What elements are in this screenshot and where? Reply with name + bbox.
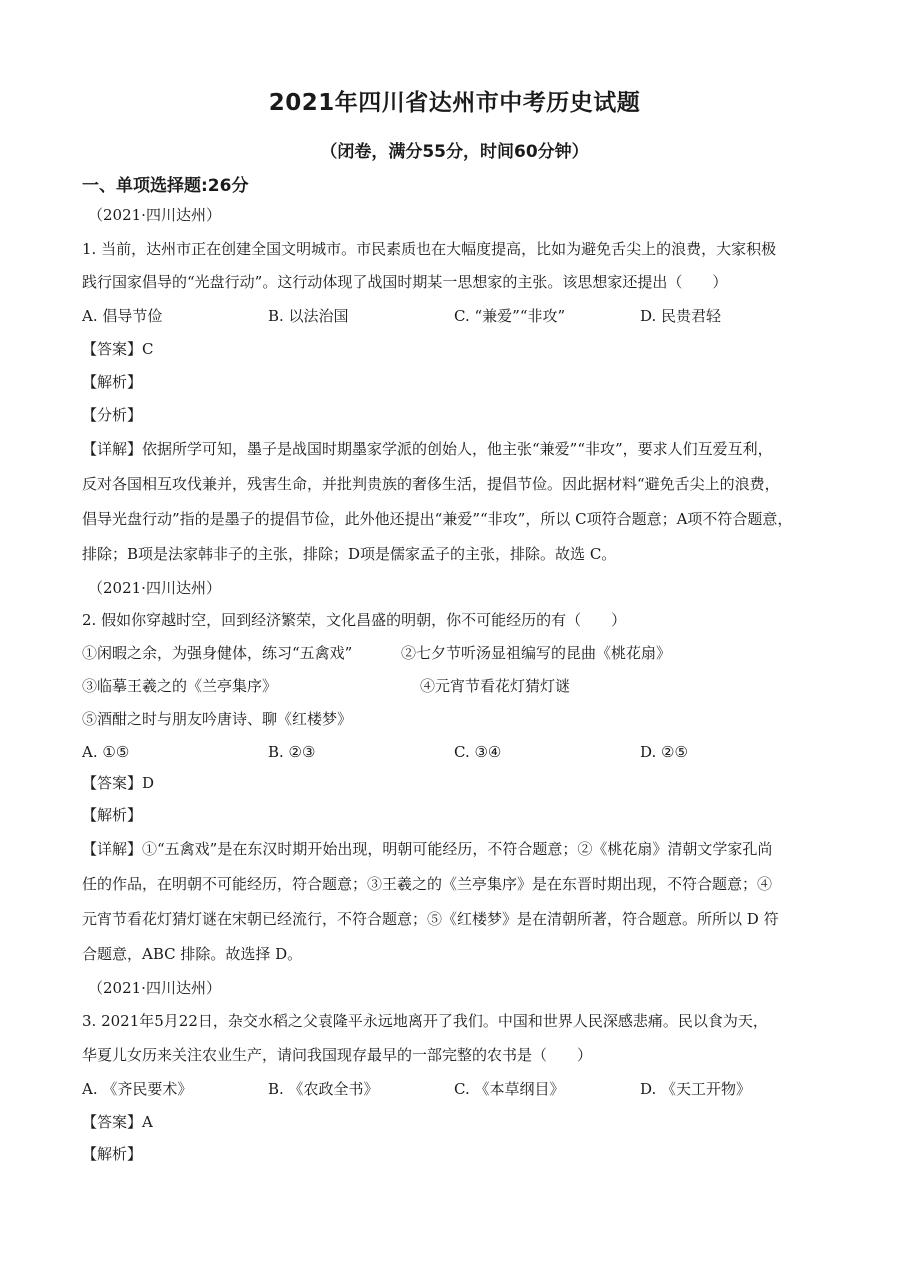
q1-option-d: D. 民贵君轻 — [640, 307, 722, 325]
q1-detail-line-3: 倡导光盘行动”指的是墨子的提倡节俭，此外他还提出“兼爱”“非攻”，所以 C项符合题意；A项不符合题意， — [82, 510, 793, 528]
exam-info-subtitle: （闭卷，满分55分，时间60分钟） — [320, 142, 589, 162]
q3-stem-line-2: 华夏儿女历来关注农业生产，请问我国现存最早的一部完整的农书是（ ） — [82, 1046, 593, 1064]
q2-option-a: A. ①⑤ — [82, 743, 130, 761]
q2-detail-line-4: 合题意，ABC 排除。故选择 D。 — [82, 945, 303, 963]
q1-detail-line-4: 排除；B项是法家韩非子的主张，排除；D项是儒家孟子的主张，排除。故选 C。 — [82, 545, 617, 563]
q1-option-b: B. 以法治国 — [268, 307, 349, 325]
q3-option-c: C. 《本草纲目》 — [454, 1080, 565, 1098]
q2-item-4: ④元宵节看花灯猜灯谜 — [420, 677, 571, 695]
q2-source: （2021·四川达州） — [88, 579, 221, 597]
q2-analysis-label: 【解析】 — [82, 806, 143, 824]
q3-answer: 【答案】A — [82, 1113, 153, 1131]
q1-stem-line-2: 践行国家倡导的“光盘行动”。这行动体现了战国时期某一思想家的主张。该思想家还提出（ ） — [82, 273, 728, 291]
q2-detail-line-1: 【详解】①“五禽戏”是在东汉时期开始出现，明朝可能经历，不符合题意；②《桃花扇》清朝文学家孔尚 — [82, 840, 773, 858]
q1-option-c: C. “兼爱”“非攻” — [454, 307, 566, 325]
q1-detail-line-1: 【详解】依据所学可知，墨子是战国时期墨家学派的创始人，他主张“兼爱”“非攻”，要求人们互爱互利， — [82, 440, 773, 458]
q2-option-d: D. ②⑤ — [640, 743, 688, 761]
page-title: 2021年四川省达州市中考历史试题 — [268, 90, 641, 116]
q3-source: （2021·四川达州） — [88, 979, 221, 997]
q3-stem-line-1: 3. 2021年5月22日，杂交水稻之父袁隆平永远地离开了我们。中国和世界人民深感悲痛。民以食为天， — [82, 1012, 768, 1030]
q1-stem-line-1: 1. 当前，达州市正在创建全国文明城市。市民素质也在大幅度提高，比如为避免舌尖上的浪费，大家积极 — [82, 240, 777, 258]
q1-detail-line-2: 反对各国相互攻伐兼并，残害生命，并批判贵族的奢侈生活，提倡节俭。因此据材料“避免舌尖上的浪费， — [82, 475, 780, 493]
q2-detail-line-3: 元宵节看花灯猜灯谜在宋朝已经流行，不符合题意；⑤《红楼梦》是在清朝所著，符合题意。所所以 D 符 — [82, 910, 779, 928]
q2-answer: 【答案】D — [82, 774, 155, 792]
q3-analysis-label: 【解析】 — [82, 1145, 143, 1163]
q1-answer: 【答案】C — [82, 340, 154, 358]
q2-stem: 2. 假如你穿越时空，回到经济繁荣，文化昌盛的明朝，你不可能经历的有（ ） — [82, 611, 627, 629]
q2-item-1: ①闲暇之余，为强身健体，练习“五禽戏” — [82, 644, 353, 662]
q2-detail-line-2: 任的作品，在明朝不可能经历，符合题意；③王羲之的《兰亭集序》是在东晋时期出现，不符合题意；④ — [82, 875, 773, 893]
q3-option-d: D. 《天工开物》 — [640, 1080, 752, 1098]
q1-option-a: A. 倡导节俭 — [82, 307, 163, 325]
q1-fenxi-label: 【分析】 — [82, 406, 143, 424]
q2-item-5: ⑤酒酣之时与朋友吟唐诗、聊《红楼梦》 — [82, 710, 353, 728]
q3-option-b: B. 《农政全书》 — [268, 1080, 379, 1098]
section-heading: 一、单项选择题:26分 — [82, 176, 249, 196]
q2-option-c: C. ③④ — [454, 743, 502, 761]
q3-option-a: A. 《齐民要术》 — [82, 1080, 193, 1098]
q2-option-b: B. ②③ — [268, 743, 316, 761]
q1-analysis-label: 【解析】 — [82, 373, 143, 391]
q2-item-3: ③临摹王羲之的《兰亭集序》 — [82, 677, 278, 695]
q2-item-2: ②七夕节听汤显祖编写的昆曲《桃花扇》 — [401, 644, 672, 662]
q1-source: （2021·四川达州） — [88, 206, 221, 224]
